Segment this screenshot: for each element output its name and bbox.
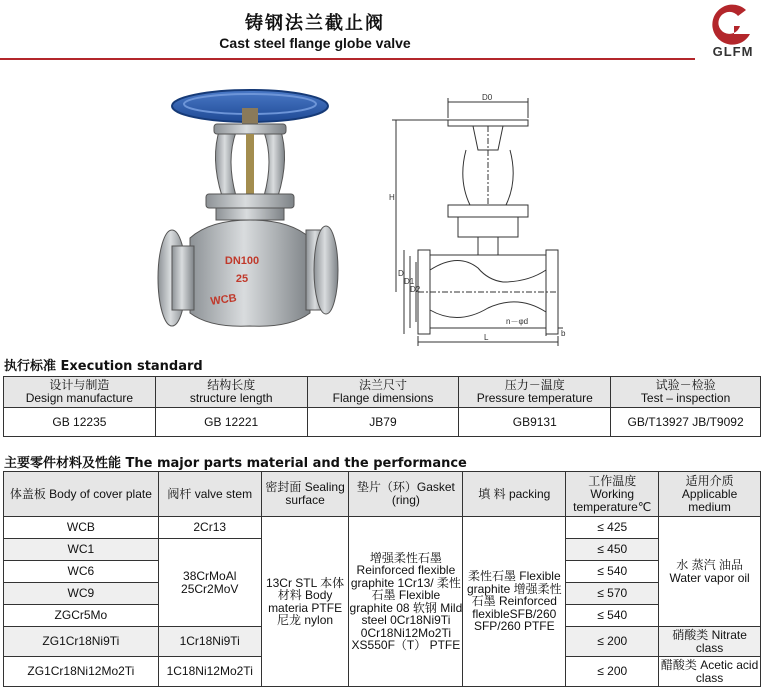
value-flange: JB79 — [307, 408, 459, 437]
body-cell: ZGCr5Mo — [4, 605, 159, 627]
temp-cell: ≤ 425 — [566, 517, 659, 539]
header-divider — [0, 58, 695, 60]
drawing-label-d: D — [398, 269, 404, 278]
title-chinese: 铸钢法兰截止阀 — [245, 13, 385, 34]
header-medium: 适用介质 Applicable medium — [659, 472, 761, 517]
body-cell: WC6 — [4, 561, 159, 583]
drawing-label-bolt: n－φd — [506, 317, 529, 326]
medium-nitrate-cell: 硝酸类 Nitrate class — [659, 627, 761, 657]
value-test: GB/T13927 JB/T9092 — [611, 408, 761, 437]
header-test: 试验－检验 Test – inspection — [611, 377, 761, 408]
temp-cell: ≤ 450 — [566, 539, 659, 561]
value-design: GB 12235 — [4, 408, 156, 437]
photo-marking-pressure: 25 — [235, 273, 249, 285]
gasket-cell: 增强柔性石墨 Reinforced flexible graphite 1Cr13/ 柔性石墨 Flexible graphite 08 软钢 Mild steel 0Cr18Ni9Ti 0Cr18Ni12Mo2Ti XS550F（T） PTFE — [349, 517, 463, 687]
header-pressure-temp: 压力－温度 Pressure temperature — [459, 377, 611, 408]
photo-marking-size: DN100 — [224, 255, 260, 267]
header-structure-length: 结构长度 structure length — [155, 377, 307, 408]
stem-cell: 1Cr18Ni9Ti — [158, 627, 261, 657]
sealing-cell: 13Cr STL 本体材料 Body materia PTFE 尼龙 nylon — [261, 517, 349, 687]
section-title-execution: 执行标准 Execution standard — [4, 359, 203, 374]
valve-photo — [150, 88, 340, 350]
temp-cell: ≤ 570 — [566, 583, 659, 605]
stem-cell: 2Cr13 — [158, 517, 261, 539]
stem-cell: 38CrMoAl 25Cr2MoV — [158, 539, 261, 627]
table-header-row — [4, 472, 761, 517]
body-cell: WC1 — [4, 539, 159, 561]
header-gasket: 垫片（环）Gasket (ring) — [349, 472, 463, 517]
drawing-label-d2: D2 — [410, 285, 421, 294]
section-title-materials: 主要零件材料及性能 The major parts material and the performance — [4, 456, 467, 471]
drawing-label-h: H — [389, 193, 395, 202]
header-temp: 工作温度 Working temperature℃ — [566, 472, 659, 517]
medium-acetic-cell: 醋酸类 Acetic acid class — [659, 657, 761, 687]
header-packing: 填 料 packing — [463, 472, 566, 517]
title-english: Cast steel flange globe valve — [219, 35, 411, 51]
header-design: 设计与制造 Design manufacture — [4, 377, 156, 408]
body-cell: ZG1Cr18Ni12Mo2Ti — [4, 657, 159, 687]
execution-standard-table — [3, 376, 761, 437]
body-cell: WCB — [4, 517, 159, 539]
table-header-row — [4, 377, 761, 408]
table-row — [4, 517, 761, 539]
body-cell: ZG1Cr18Ni9Ti — [4, 627, 159, 657]
logo-text: GLFM — [712, 44, 754, 59]
temp-cell: ≤ 540 — [566, 605, 659, 627]
drawing-label-d0: D0 — [482, 93, 493, 102]
packing-cell: 柔性石墨 Flexible graphite 增强柔性石墨 Reinforced flexibleSFB/260 SFP/260 PTFE — [463, 517, 566, 687]
valve-technical-drawing — [378, 90, 578, 350]
temp-cell: ≤ 200 — [566, 657, 659, 687]
body-cell: WC9 — [4, 583, 159, 605]
value-structure-length: GB 12221 — [155, 408, 307, 437]
materials-table — [3, 471, 761, 687]
temp-cell: ≤ 540 — [566, 561, 659, 583]
temp-cell: ≤ 200 — [566, 627, 659, 657]
drawing-label-l: L — [484, 333, 489, 342]
medium-water-cell: 水 蒸汽 油品 Water vapor oil — [659, 517, 761, 627]
drawing-label-d1: D1 — [404, 277, 415, 286]
stem-cell: 1C18Ni12Mo2Ti — [158, 657, 261, 687]
value-pressure-temp: GB9131 — [459, 408, 611, 437]
header-sealing: 密封面 Sealing surface — [261, 472, 349, 517]
header-stem: 阀杆 valve stem — [158, 472, 261, 517]
header-body: 体盖板 Body of cover plate — [4, 472, 159, 517]
page-header — [0, 0, 768, 64]
drawing-label-b: b — [561, 329, 566, 338]
header-flange: 法兰尺寸 Flange dimensions — [307, 377, 459, 408]
table-row — [4, 408, 761, 437]
photo-marking-material: WCB — [209, 292, 238, 308]
